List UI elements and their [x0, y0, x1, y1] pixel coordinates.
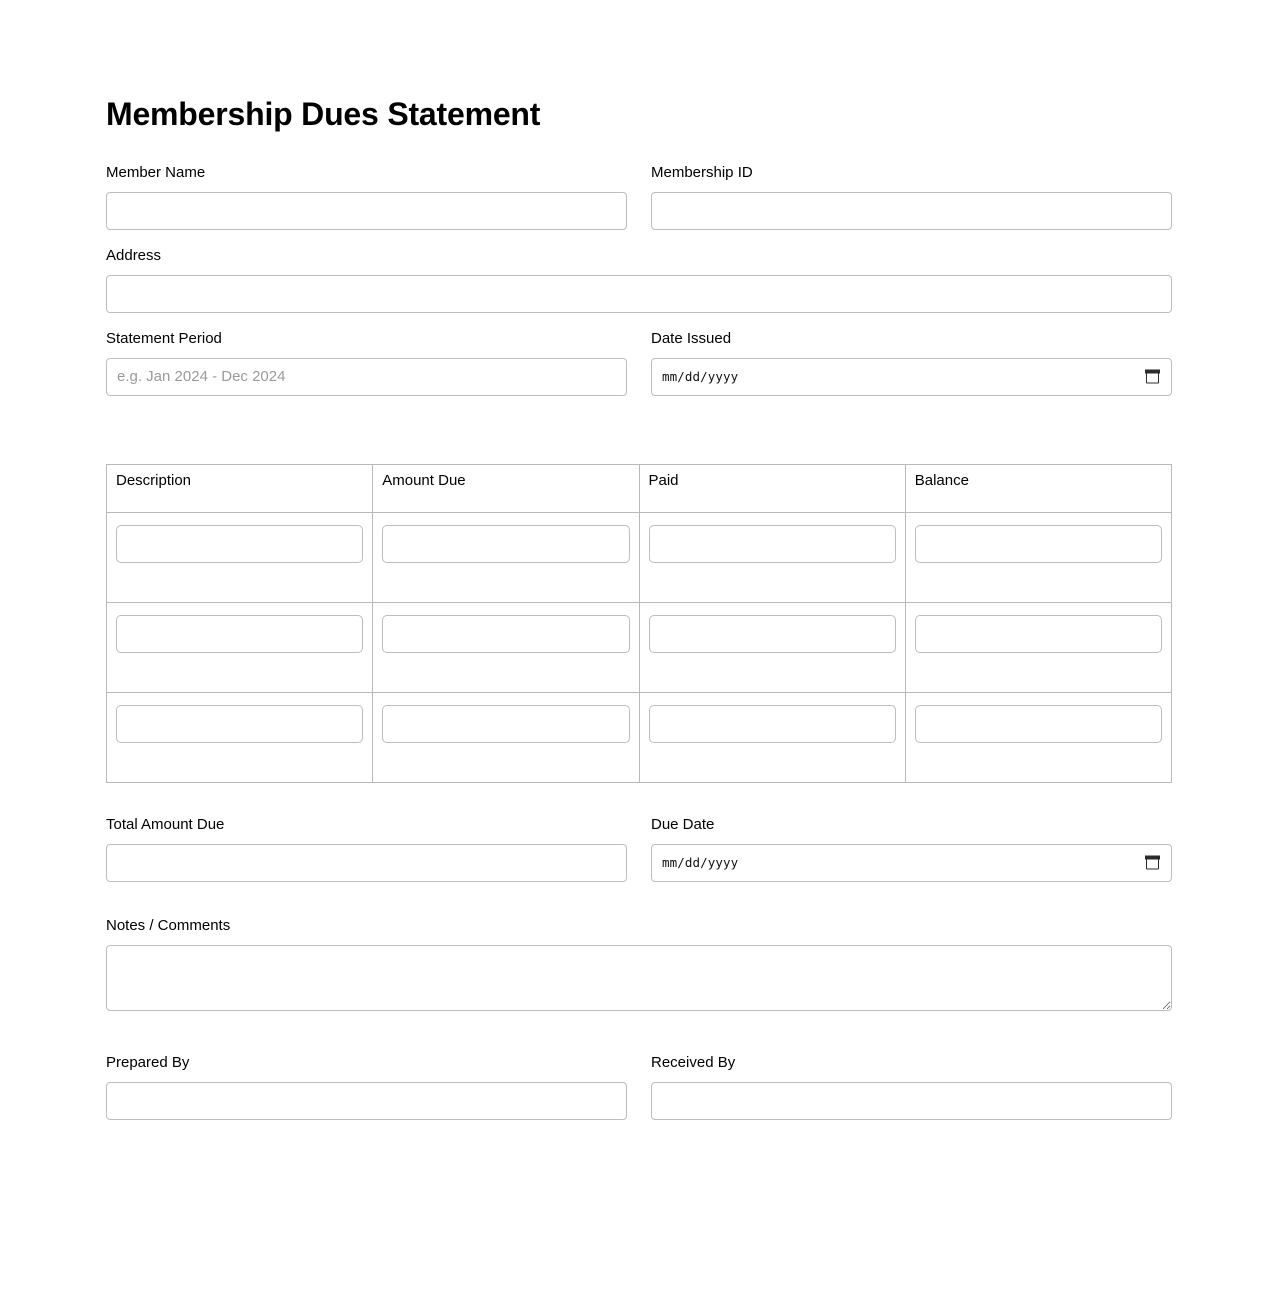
cell-paid	[639, 692, 905, 782]
membership-id-label: Membership ID	[651, 163, 753, 181]
date-issued-label: Date Issued	[651, 329, 732, 347]
column-header-description: Description	[107, 464, 373, 512]
due-date-value: mm/dd/yyyy	[662, 855, 739, 871]
member-name-label: Member Name	[106, 163, 206, 181]
page-title: Membership Dues Statement	[106, 96, 541, 132]
received-by-input[interactable]	[651, 1082, 1172, 1120]
signature-row	[106, 1053, 1172, 1136]
row-2-balance-input[interactable]	[915, 615, 1162, 653]
notes-label: Notes / Comments	[106, 916, 231, 934]
table-row	[107, 512, 1172, 602]
row-1-description-input[interactable]	[116, 525, 363, 563]
address-input[interactable]	[106, 275, 1172, 313]
statement-period-field-group	[106, 329, 627, 396]
cell-paid	[639, 602, 905, 692]
date-issued-input[interactable]	[651, 358, 1172, 396]
section-spacer	[106, 898, 1172, 916]
received-by-label: Received By	[651, 1053, 736, 1071]
due-date-field-group	[651, 815, 1172, 882]
member-name-input[interactable]	[106, 192, 627, 230]
prepared-by-field-group	[106, 1053, 627, 1120]
statement-period-input[interactable]	[106, 358, 627, 396]
table-header-row	[107, 464, 1172, 512]
row-1-paid-input[interactable]	[649, 525, 896, 563]
cell-paid	[639, 512, 905, 602]
received-by-field-group	[651, 1053, 1172, 1120]
notes-field-group	[106, 916, 1172, 1011]
calendar-icon[interactable]	[1146, 856, 1159, 869]
row-3-balance-input[interactable]	[915, 705, 1162, 743]
identity-row	[106, 163, 1172, 246]
due-date-input[interactable]	[651, 844, 1172, 882]
cell-description	[107, 512, 373, 602]
address-label: Address	[106, 246, 162, 264]
cell-balance	[905, 602, 1171, 692]
prepared-by-label: Prepared By	[106, 1053, 190, 1071]
membership-id-field-group	[651, 163, 1172, 230]
cell-balance	[905, 512, 1171, 602]
row-1-balance-input[interactable]	[915, 525, 1162, 563]
statement-period-label: Statement Period	[106, 329, 222, 347]
notes-textarea[interactable]	[106, 945, 1172, 1011]
row-2-paid-input[interactable]	[649, 615, 896, 653]
address-field-group	[106, 246, 1172, 313]
row-3-description-input[interactable]	[116, 705, 363, 743]
cell-description	[107, 692, 373, 782]
table-row	[107, 602, 1172, 692]
dues-line-items-table	[106, 464, 1172, 783]
total-amount-due-label: Total Amount Due	[106, 815, 225, 833]
row-1-amount-due-input[interactable]	[382, 525, 629, 563]
column-header-balance: Balance	[905, 464, 1171, 512]
table-header	[107, 464, 1172, 512]
cell-amount-due	[373, 692, 639, 782]
row-3-amount-due-input[interactable]	[382, 705, 629, 743]
table-row	[107, 692, 1172, 782]
calendar-icon[interactable]	[1146, 370, 1159, 383]
row-2-amount-due-input[interactable]	[382, 615, 629, 653]
row-2-description-input[interactable]	[116, 615, 363, 653]
member-name-field-group	[106, 163, 627, 230]
section-spacer	[106, 412, 1172, 438]
cell-description	[107, 602, 373, 692]
row-3-paid-input[interactable]	[649, 705, 896, 743]
date-issued-value: mm/dd/yyyy	[662, 369, 739, 385]
cell-amount-due	[373, 512, 639, 602]
totals-row	[106, 815, 1172, 898]
table-body	[107, 512, 1172, 782]
cell-balance	[905, 692, 1171, 782]
date-issued-field-group	[651, 329, 1172, 396]
total-amount-due-input[interactable]	[106, 844, 627, 882]
membership-id-input[interactable]	[651, 192, 1172, 230]
prepared-by-input[interactable]	[106, 1082, 627, 1120]
section-spacer	[106, 797, 1172, 815]
due-date-label: Due Date	[651, 815, 715, 833]
total-amount-due-field-group	[106, 815, 627, 882]
period-row	[106, 329, 1172, 412]
column-header-paid: Paid	[639, 464, 905, 512]
date-issued-input-face[interactable]	[651, 358, 1172, 396]
column-header-amount-due: Amount Due	[373, 464, 639, 512]
due-date-input-face[interactable]	[651, 844, 1172, 882]
cell-amount-due	[373, 602, 639, 692]
section-spacer	[106, 1027, 1172, 1053]
